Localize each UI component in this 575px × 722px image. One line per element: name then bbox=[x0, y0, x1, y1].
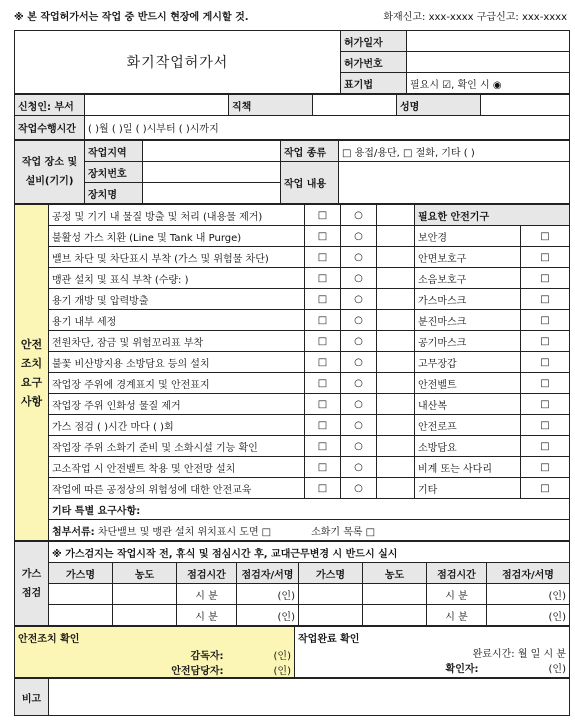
work-complete-label: 작업완료 확인 bbox=[298, 634, 360, 645]
safety-spacer bbox=[377, 415, 415, 436]
safety-row bbox=[15, 478, 570, 499]
equipment-label: 안면보호구 bbox=[415, 247, 521, 268]
permit-number-label: 허가번호 bbox=[341, 52, 407, 73]
safety-confirm-label: 안전조치 확인 bbox=[18, 634, 80, 645]
equipment-label: 안전벨트 bbox=[415, 373, 521, 394]
gas-concentration-field[interactable] bbox=[113, 605, 177, 626]
safety-officer-seal[interactable]: (인) bbox=[273, 666, 291, 677]
gas-header-cell: 농도 bbox=[363, 563, 427, 584]
safety-item-label: 불꽃 비산방지용 소방담요 등의 설치 bbox=[49, 352, 305, 373]
applicant-table bbox=[14, 94, 570, 140]
safety-confirmed-radio[interactable] bbox=[341, 310, 377, 331]
safety-item-label: 용기 내부 세정 bbox=[49, 310, 305, 331]
name-label: 성명 bbox=[397, 95, 481, 116]
equipment-label: 안전로프 bbox=[415, 415, 521, 436]
equipment-label: 보안경 bbox=[415, 226, 521, 247]
gas-concentration-field[interactable] bbox=[363, 605, 427, 626]
safety-required-checkbox[interactable] bbox=[305, 415, 341, 436]
gas-row bbox=[15, 584, 570, 605]
attachment-drawing-checkbox[interactable] bbox=[262, 527, 271, 538]
gas-header-cell: 점검시간 bbox=[427, 563, 487, 584]
safety-required-checkbox[interactable] bbox=[305, 205, 341, 226]
gas-check-time[interactable]: 시 분 bbox=[427, 584, 487, 605]
safety-required-checkbox[interactable] bbox=[305, 310, 341, 331]
safety-required-checkbox[interactable] bbox=[305, 352, 341, 373]
equipment-label: 기타 bbox=[415, 478, 521, 499]
equipment-checkbox[interactable] bbox=[521, 226, 570, 247]
work-complete-cell bbox=[295, 627, 570, 678]
safety-row bbox=[15, 394, 570, 415]
safety-officer-label: 안전담당자: bbox=[171, 666, 224, 677]
safety-confirm-cell bbox=[15, 627, 295, 678]
equipment-label: 고무장갑 bbox=[415, 352, 521, 373]
safety-confirmed-radio[interactable] bbox=[341, 394, 377, 415]
gas-check-time[interactable]: 시 분 bbox=[427, 605, 487, 626]
safety-row bbox=[15, 373, 570, 394]
safety-spacer bbox=[377, 205, 415, 226]
safety-row bbox=[15, 247, 570, 268]
supervisor-seal[interactable]: (인) bbox=[273, 651, 291, 662]
equipment-checkbox[interactable] bbox=[521, 289, 570, 310]
gas-name-field[interactable] bbox=[49, 584, 113, 605]
gas-name-field[interactable] bbox=[299, 584, 363, 605]
work-area-label: 작업지역 bbox=[85, 141, 143, 162]
position-label: 직책 bbox=[229, 95, 313, 116]
equipment-checkbox[interactable] bbox=[521, 310, 570, 331]
safety-required-checkbox[interactable] bbox=[305, 478, 341, 499]
work-content-label: 작업 내용 bbox=[281, 162, 339, 204]
top-notice-bar bbox=[14, 4, 567, 26]
gas-concentration-field[interactable] bbox=[363, 584, 427, 605]
safety-row bbox=[15, 352, 570, 373]
safety-item-label: 작업장 주위 인화성 물질 제거 bbox=[49, 394, 305, 415]
gas-inspector-seal[interactable]: (인) bbox=[487, 584, 570, 605]
equipment-checkbox[interactable] bbox=[521, 415, 570, 436]
safety-row bbox=[15, 289, 570, 310]
safety-item-label: 불활성 가스 치환 (Line 및 Tank 내 Purge) bbox=[49, 226, 305, 247]
safety-officer-row bbox=[18, 662, 291, 677]
equipment-checkbox[interactable] bbox=[521, 352, 570, 373]
safety-item-label: 고소작업 시 안전벨트 착용 및 안전망 설치 bbox=[49, 457, 305, 478]
equipment-checkbox[interactable] bbox=[521, 436, 570, 457]
other-requirements-row bbox=[15, 499, 570, 520]
device-number-label: 장치번호 bbox=[85, 162, 143, 183]
safety-spacer bbox=[377, 373, 415, 394]
safety-spacer bbox=[377, 289, 415, 310]
safety-row bbox=[15, 331, 570, 352]
equipment-checkbox[interactable] bbox=[521, 247, 570, 268]
remarks-table bbox=[14, 678, 570, 716]
attachments-label: 첨부서류: bbox=[52, 526, 95, 538]
gas-notice: ※ 가스검지는 작업시작 전, 휴식 및 점심시간 후, 교대근무변경 시 반드시 실시 bbox=[49, 542, 570, 563]
gas-concentration-field[interactable] bbox=[113, 584, 177, 605]
applicant-dept-field[interactable] bbox=[85, 95, 229, 116]
work-time-field[interactable]: ( )월 ( )일 ( )시부터 ( )시까지 bbox=[85, 116, 570, 140]
confirm-table bbox=[14, 626, 570, 678]
equipment-checkbox[interactable] bbox=[521, 478, 570, 499]
gas-table bbox=[14, 541, 570, 626]
equipment-label: 소음보호구 bbox=[415, 268, 521, 289]
safety-spacer bbox=[377, 436, 415, 457]
safety-confirmed-radio[interactable] bbox=[341, 352, 377, 373]
gas-header-cell: 가스명 bbox=[299, 563, 363, 584]
gas-name-field[interactable] bbox=[49, 605, 113, 626]
header-table bbox=[14, 30, 570, 94]
gas-header-cell: 점검자/서명 bbox=[237, 563, 299, 584]
gas-inspector-seal[interactable]: (인) bbox=[237, 584, 299, 605]
position-field[interactable] bbox=[313, 95, 397, 116]
safety-required-checkbox[interactable] bbox=[305, 226, 341, 247]
gas-inspector-seal[interactable]: (인) bbox=[487, 605, 570, 626]
safety-spacer bbox=[377, 247, 415, 268]
safety-section-label: 안전조치요구사항 bbox=[15, 205, 49, 541]
safety-row bbox=[15, 436, 570, 457]
attachment-drawing: 차단밸브 및 맹관 설치 위치표시 도면 bbox=[97, 526, 259, 538]
remarks-label: 비고 bbox=[15, 679, 49, 716]
form-title: 화기작업허가서 bbox=[15, 31, 341, 94]
gas-row bbox=[15, 605, 570, 626]
confirmer-row bbox=[298, 660, 566, 675]
permit-number-field[interactable] bbox=[407, 52, 570, 73]
gas-header-cell: 점검시간 bbox=[177, 563, 237, 584]
work-type-options[interactable]: □ 용접/용단, □ 절화, 기타 ( ) bbox=[339, 141, 570, 162]
equipment-checkbox[interactable] bbox=[521, 457, 570, 478]
equipment-label: 공기마스크 bbox=[415, 331, 521, 352]
safety-item-label: 작업에 따른 공정상의 위험성에 대한 안전교육 bbox=[49, 478, 305, 499]
safety-spacer bbox=[377, 394, 415, 415]
safety-row bbox=[15, 205, 570, 226]
safety-item-label: 작업장 주위에 경계표지 및 안전표지 bbox=[49, 373, 305, 394]
confirmer-seal[interactable]: (인) bbox=[548, 664, 566, 675]
attachments-cell bbox=[49, 520, 570, 541]
equipment-checkbox[interactable] bbox=[521, 394, 570, 415]
attachment-extinguisher: 소화기 목록 bbox=[311, 526, 363, 538]
work-type-label: 작업 종류 bbox=[281, 141, 339, 162]
permit-date-label: 허가일자 bbox=[341, 31, 407, 52]
safety-confirmed-radio[interactable] bbox=[341, 415, 377, 436]
safety-row bbox=[15, 415, 570, 436]
safety-confirmed-radio[interactable] bbox=[341, 331, 377, 352]
safety-item-label: 용기 개방 및 압력방출 bbox=[49, 289, 305, 310]
work-area-field[interactable] bbox=[143, 141, 281, 162]
emergency-numbers: 화재신고: xxx-xxxx 구급신고: xxx-xxxx bbox=[383, 11, 567, 23]
safety-spacer bbox=[377, 268, 415, 289]
safety-spacer bbox=[377, 226, 415, 247]
safety-item-label: 밸브 차단 및 차단표시 부착 (가스 및 위험물 차단) bbox=[49, 247, 305, 268]
remarks-field[interactable] bbox=[49, 679, 570, 716]
gas-header-cell: 가스명 bbox=[49, 563, 113, 584]
safety-spacer bbox=[377, 331, 415, 352]
safety-confirmed-radio[interactable] bbox=[341, 226, 377, 247]
safety-table bbox=[14, 204, 570, 541]
safety-row bbox=[15, 226, 570, 247]
equipment-label: 가스마스크 bbox=[415, 289, 521, 310]
safety-item-label: 공정 및 기기 내 물질 방출 및 처리 (내용물 제거) bbox=[49, 205, 305, 226]
gas-check-time[interactable]: 시 분 bbox=[177, 605, 237, 626]
equipment-checkbox[interactable] bbox=[521, 373, 570, 394]
safety-confirmed-radio[interactable] bbox=[341, 289, 377, 310]
safety-spacer bbox=[377, 457, 415, 478]
equipment-checkbox[interactable] bbox=[521, 331, 570, 352]
applicant-dept-label: 신청인: 부서 bbox=[15, 95, 85, 116]
safety-confirmed-radio[interactable] bbox=[341, 436, 377, 457]
gas-header-cell: 농도 bbox=[113, 563, 177, 584]
safety-item-label: 작업장 주위 소화기 준비 및 소화시설 기능 확인 bbox=[49, 436, 305, 457]
safety-required-checkbox[interactable] bbox=[305, 457, 341, 478]
other-requirements[interactable]: 기타 특별 요구사항: bbox=[49, 499, 570, 520]
work-content-field[interactable] bbox=[339, 162, 570, 204]
safety-row bbox=[15, 457, 570, 478]
notation-label: 표기법 bbox=[341, 73, 407, 94]
device-number-field[interactable] bbox=[143, 162, 281, 183]
safety-required-checkbox[interactable] bbox=[305, 436, 341, 457]
safety-confirmed-radio[interactable] bbox=[341, 373, 377, 394]
attachment-extinguisher-checkbox[interactable] bbox=[366, 527, 375, 538]
posting-notice: ※ 본 작업허가서는 작업 중 반드시 현장에 게시할 것. bbox=[14, 11, 249, 23]
supervisor-row bbox=[18, 647, 291, 662]
equipment-label: 내산복 bbox=[415, 394, 521, 415]
safety-confirmed-radio[interactable] bbox=[341, 478, 377, 499]
equipment-label: 분진마스크 bbox=[415, 310, 521, 331]
safety-spacer bbox=[377, 310, 415, 331]
work-time-label: 작업수행시간 bbox=[15, 116, 85, 140]
gas-header-cell: 점검자/서명 bbox=[487, 563, 570, 584]
device-name-label: 장치명 bbox=[85, 183, 143, 204]
notation-legend: 필요시 ☑, 확인 시 ◉ bbox=[407, 73, 570, 94]
gas-inspector-seal[interactable]: (인) bbox=[237, 605, 299, 626]
permit-date-field[interactable] bbox=[407, 31, 570, 52]
gas-check-time[interactable]: 시 분 bbox=[177, 584, 237, 605]
safety-item-label: 전원차단, 잠금 및 위험꼬리표 부착 bbox=[49, 331, 305, 352]
safety-required-checkbox[interactable] bbox=[305, 331, 341, 352]
equipment-label: 소방담요 bbox=[415, 436, 521, 457]
complete-time[interactable]: 완료시간: 월 일 시 분 bbox=[472, 649, 566, 660]
safety-confirmed-radio[interactable] bbox=[341, 205, 377, 226]
confirmer-label: 확인자: bbox=[445, 664, 479, 675]
safety-required-checkbox[interactable] bbox=[305, 394, 341, 415]
supervisor-label: 감독자: bbox=[190, 651, 224, 662]
location-label: 작업 장소 및 설비(기기) bbox=[15, 141, 85, 204]
location-table bbox=[14, 140, 570, 204]
safety-required-checkbox[interactable] bbox=[305, 373, 341, 394]
equipment-checkbox[interactable] bbox=[521, 268, 570, 289]
device-name-field[interactable] bbox=[143, 183, 281, 204]
safety-confirmed-radio[interactable] bbox=[341, 268, 377, 289]
safety-confirmed-radio[interactable] bbox=[341, 457, 377, 478]
equipment-label: 비계 또는 사다리 bbox=[415, 457, 521, 478]
gas-section-label: 가스점검 bbox=[15, 542, 49, 626]
safety-spacer bbox=[377, 478, 415, 499]
gas-name-field[interactable] bbox=[299, 605, 363, 626]
safety-confirmed-radio[interactable] bbox=[341, 247, 377, 268]
safety-required-checkbox[interactable] bbox=[305, 247, 341, 268]
safety-row bbox=[15, 268, 570, 289]
permit-form bbox=[14, 30, 570, 716]
safety-item-label: 맹관 설치 및 표식 부착 (수량: ) bbox=[49, 268, 305, 289]
name-field[interactable] bbox=[481, 95, 570, 116]
safety-item-label: 가스 점검 ( )시간 마다 ( )회 bbox=[49, 415, 305, 436]
equipment-header: 필요한 안전기구 bbox=[415, 205, 570, 226]
attachments-row bbox=[15, 520, 570, 541]
safety-required-checkbox[interactable] bbox=[305, 289, 341, 310]
safety-spacer bbox=[377, 352, 415, 373]
safety-row bbox=[15, 310, 570, 331]
safety-required-checkbox[interactable] bbox=[305, 268, 341, 289]
